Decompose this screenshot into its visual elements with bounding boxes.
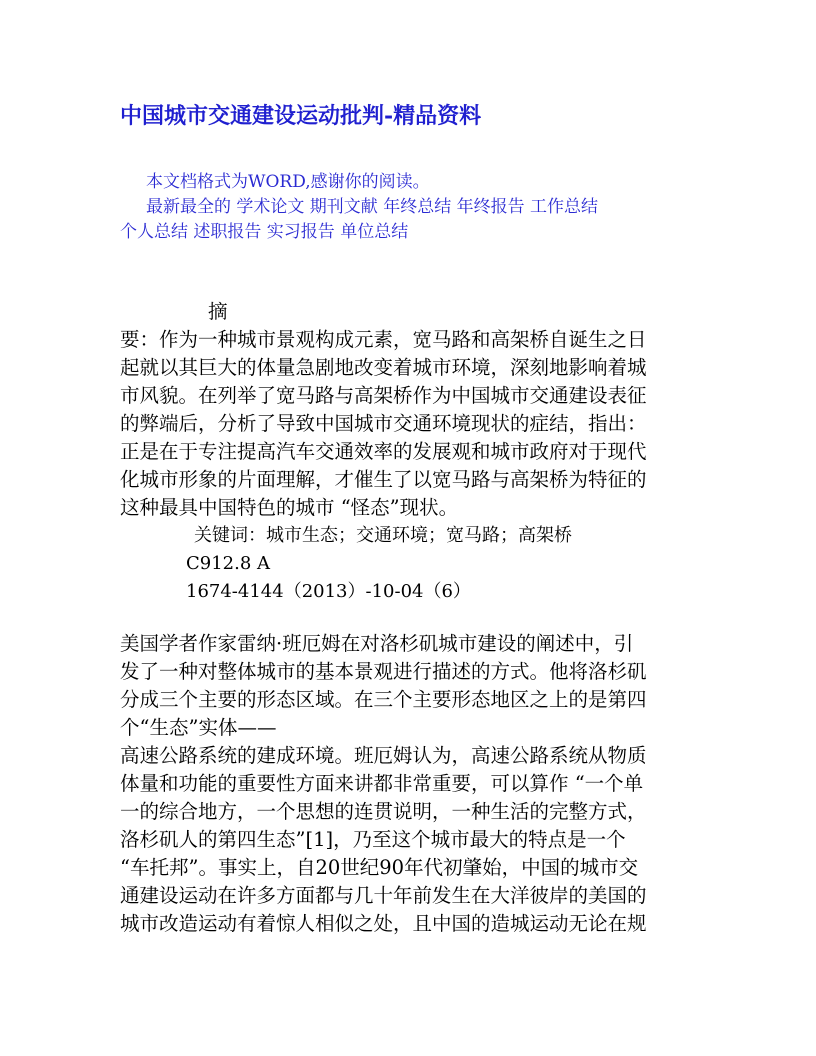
abstract-line: 的弊端后，分析了导致中国城市交通环境现状的症结，指出： [120, 412, 647, 435]
abstract-line: 市风貌。在列举了宽马路与高架桥作为中国城市交通建设表征 [120, 384, 647, 407]
abstract-line: 这种最具中国特色的城市 “怪态”现状。 [120, 496, 459, 519]
abstract-line: 起就以其巨大的体量急剧地改变着城市环境，深刻地影响着城 [120, 356, 647, 379]
body-line: “车托邦”。事实上，自20世纪90年代初肇始，中国的城市交 [120, 856, 639, 879]
body-line: 高速公路系统的建成环境。班厄姆认为，高速公路系统从物质 [120, 744, 647, 767]
abstract-heading: 摘 [208, 300, 228, 323]
body-line: 洛杉矶人的第四生态”[1]，乃至这个城市最大的特点是一个 [120, 828, 626, 851]
notice-line-3: 个人总结 述职报告 实习报告 单位总结 [120, 222, 409, 242]
body-section [120, 630, 700, 938]
body-line: 美国学者作家雷纳·班厄姆在对洛杉矶城市建设的阐述中，引 [120, 632, 634, 655]
notice-line-1: 本文档格式为WORD,感谢你的阅读。 [146, 172, 430, 192]
body-line: 体量和功能的重要性方面来讲都非常重要，可以算作 “一个单 [120, 772, 644, 795]
body-line: 分成三个主要的形态区域。在三个主要形态地区之上的是第四 [120, 688, 647, 711]
body-line: 个“生态”实体—— [120, 716, 277, 739]
abstract-line: 化城市形象的片面理解，才催生了以宽马路与高架桥为特征的 [120, 468, 647, 491]
abstract-line: 正是在于专注提高汽车交通效率的发展观和城市政府对于现代 [120, 440, 647, 463]
document-title: 中国城市交通建设运动批判-精品资料 [120, 103, 482, 129]
body-line: 通建设运动在许多方面都与几十年前发生在大洋彼岸的美国的 [120, 884, 647, 907]
abstract-line: 要：作为一种城市景观构成元素，宽马路和高架桥自诞生之日 [120, 328, 647, 351]
body-line: 一的综合地方，一个思想的连贯说明，一种生活的完整方式， [120, 800, 647, 823]
body-line: 城市改造运动有着惊人相似之处，且中国的造城运动无论在规 [120, 912, 647, 935]
keywords: 关键词：城市生态；交通环境；宽马路；高架桥 [194, 525, 572, 546]
abstract-section [120, 298, 700, 522]
notice-line-2: 最新最全的 学术论文 期刊文献 年终总结 年终报告 工作总结 [146, 197, 599, 217]
serial-number: 1674-4144（2013）-10-04（6） [186, 581, 471, 602]
body-line: 发了一种对整体城市的基本景观进行描述的方式。他将洛杉矶 [120, 660, 647, 683]
classification-code: C912.8 A [186, 553, 271, 574]
